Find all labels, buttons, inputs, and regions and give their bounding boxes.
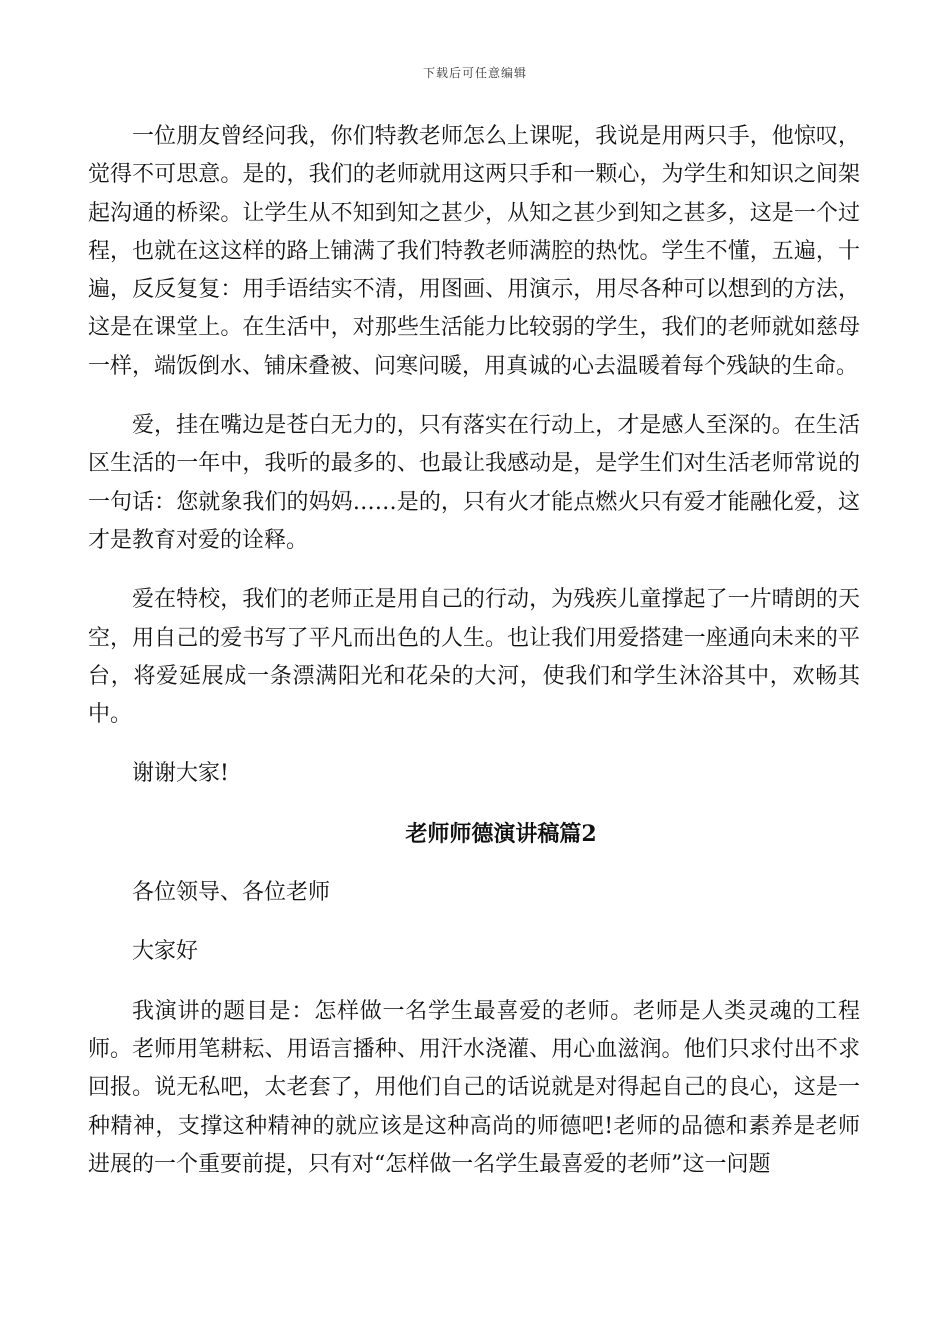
greeting: 大家好 [132, 939, 199, 965]
paragraph-2: 爱，挂在嘴边是苍白无力的，只有落实在行动上，才是感人至深的。在生活区生活的一年中，我听的最多的、也最让我感动是，是学生们对生活老师常说的一句话：您就象我们的妈妈……是的，只有火才能点燃火只有爱才能融化爱，这才是教育对爱的诠释。 [88, 413, 860, 553]
paragraph-speech-intro: 我演讲的题目是：怎样做一名学生最喜爱的老师。老师是人类灵魂的工程师。老师用笔耕耘、用语言播种、用汗水浇灌、用心血滋润。他们只求付出不求回报。说无私吧，太老套了，用他们自己的话说就是对得起自己的良心，这是一种精神，支撑这种精神的就应该是这种高尚的师德吧!老师的品德和素养是老师进展的一个重要前提，只有对“怎样做一名学生最喜爱的老师”这一问题 [88, 998, 860, 1177]
paragraph-1: 一位朋友曾经问我，你们特教老师怎么上课呢，我说是用两只手，他惊叹，觉得不可思意。是的，我们的老师就用这两只手和一颗心，为学生和知识之间架起沟通的桥梁。让学生从不知到知之甚少，从知之甚少到知之甚多，这是一个过程，也就在这这样的路上铺满了我们特教老师满腔的热忱。学生不懂，五遍，十遍，反反复复：用手语结实不清，用图画、用演示，用尽各种可以想到的方法，这是在课堂上。在生活中，对那些生活能力比较弱的学生，我们的老师就如慈母一样，端饭倒水、铺床叠被、问寒问暖，用真诚的心去温暖着每个残缺的生命。 [88, 124, 860, 379]
salutation-leaders: 各位领导、各位老师 [132, 880, 331, 906]
page-header: 下载后可任意编辑 [422, 66, 527, 80]
closing-thanks: 谢谢大家! [132, 761, 229, 787]
paragraph-3: 爱在特校，我们的老师正是用自己的行动，为残疾儿童撑起了一片晴朗的天空，用自己的爱书写了平凡而出色的人生。也让我们用爱搭建一座通向未来的平台，将爱延展成一条漂满阳光和花朵的大河，使我们和学生沐浴其中，欢畅其中。 [88, 587, 860, 728]
document-body [88, 118, 860, 1184]
section-title: 老师师德演讲稿篇2 [405, 820, 597, 847]
